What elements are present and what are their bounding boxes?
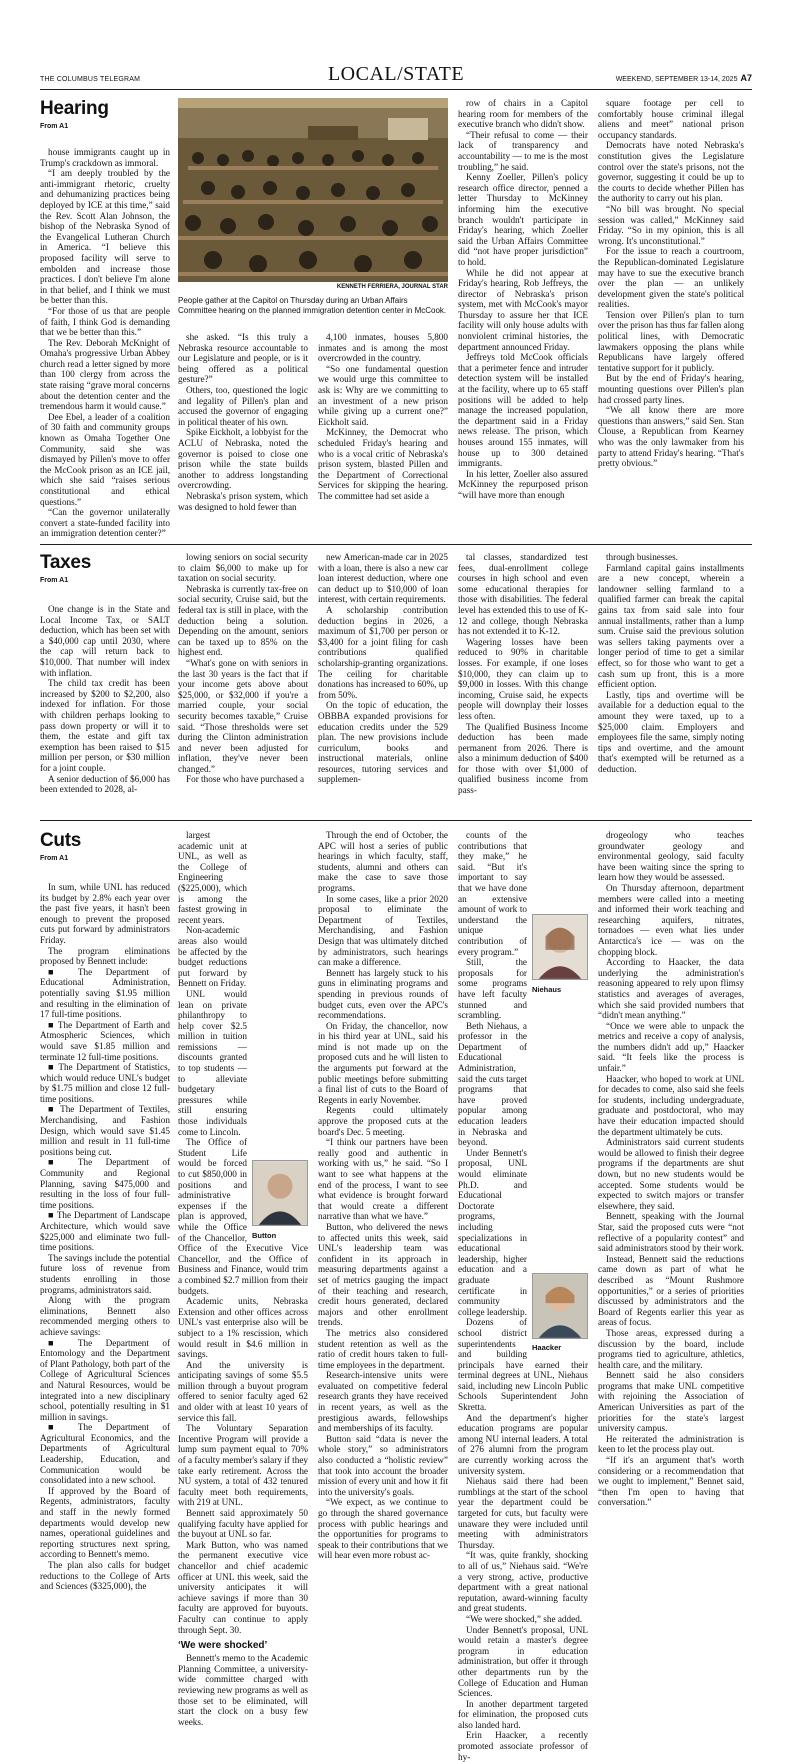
paragraph: The Voluntary Separation Incentive Program will provide a lump sum payment equal to 70% of a faculty member's salary if they take early retirement. Across the NU system, a total of 432 tenured faculty meet both requirements, with 219 at UNL. (178, 1423, 308, 1508)
paragraph: ■ The Department of Textiles, Merchandising, and Fashion Design, which would save $1.45 million and result in 11 full-time positions being cut. (40, 1104, 170, 1157)
paragraph: Beth Niehaus, a professor in the Department of Educational Administration, said the cuts target programs that have proved popular among education leaders in Nebraska and beyond. (458, 1020, 527, 1148)
paragraph: ■ The Department of Statistics, which would reduce UNL's budget by $1.75 million and close 12 full-time positions. (40, 1062, 170, 1104)
paragraph: Niehaus said there had been rumblings at the start of the school year the department could be targeted for cuts, but faculty were unaware they were included until meeting with administrators Thursday. (458, 1476, 588, 1550)
paragraph: largest academic unit at UNL, as well as the College of Engineering ($225,000), which is among the fastest growing in recent years. (178, 830, 247, 925)
paragraph: The child tax credit has been increased by $200 to $2,200, also indexed for inflation. For those with children perhaps looking to pass down property or will it to them, the estate and gift tax exemption has been raised to $15 million per person, or $30 million for a joint couple. (40, 678, 170, 773)
paragraph: Dozens of school district superintendents and building principals have earned their terminal degrees at UNL, Niehaus said, including new Lincoln Public Schools Superintendent John Skretta. (458, 1317, 588, 1413)
paragraph: lowing seniors on social security to claim $6,000 to make up for taxation on social security. (178, 552, 308, 584)
taxes-column-4 (458, 552, 588, 814)
niehaus-portrait (532, 914, 588, 980)
paragraph: Regents could ultimately approve the proposed cuts at the board's Dec. 5 meeting. (318, 1105, 448, 1137)
paragraph: Nebraska's prison system, which was designed to hold fewer than (178, 490, 308, 512)
paragraph: The Rev. Deborah McKnight of Omaha's progressive Urban Abbey church read a letter signed by more than 100 clergy from across the state raising “grave moral concerns about the detention center and the tremendous harm it would cause.” (40, 337, 170, 412)
paragraph: “For those of us that are people of faith, I think God is demanding that we be better than this.” (40, 305, 170, 338)
paragraph: McKinney, the Democrat who scheduled Friday's hearing and who is a vocal critic of Nebraska's prison system, blasted Pillen and the Department of Correctional Services for skipping the hearing. The committee had set aside a (318, 427, 448, 501)
paragraph: A scholarship contribution deduction begins in 2026, a maximum of $1,700 per person or $3,400 for a joint filing for cash contributions qualified scholarship-granting organizations. The ceiling for charitable donations has increased to 60%, up from 50%. (318, 604, 448, 700)
paragraph: UNL would lean on private philanthropy to help cover $2.5 million in tuition remissions — discounts granted to top students — to alleviate budgetary pressures while still ensuring those individuals come to Lincoln. (178, 988, 247, 1137)
paragraph: And the department's higher education programs are popular among NU internal leaders. A total of 276 alumni from the program are currently working across the university system. (458, 1412, 588, 1476)
paragraph: “It was, quite frankly, shocking to all of us,” Niehaus said. “We're a very strong, active, productive department with a great national reputation, award-winning faculty and great students. (458, 1550, 588, 1614)
paragraph: In sum, while UNL has reduced its budget by 2.8% each year over the past five years, it hasn't been enough to prevent the proposed cuts put forward by administrators Friday. (40, 882, 170, 945)
paragraph: ■ The Department of Landscape Architecture, which would save $225,000 and eliminate two full-time positions. (40, 1210, 170, 1253)
paragraph: Button, who delivered the news to affected units this week, said UNL's leadership team was confident in its approach in measuring departments against a set of metrics gauging the impact of their teaching and research, credit hours generated, declared majors and other enrollment trends. (318, 1221, 448, 1328)
paragraph: Lastly, tips and overtime will be available for a deduction equal to the amount they were taxed, up to a $25,000 claim. Employers and employees file the same, simply noting tips and overtime, and the amount that's exempted will be returned as a deduction. (598, 689, 744, 774)
paragraph: Farmland capital gains installments are a new concept, wherein a landowner selling farmland to a qualified farmer can break the capital gains tax from said sale into four annual installments, rather than a lump sum. Cruise said the previous solution was sellers taking payments over a longer period of time to get a similar effect, so for those who want to get a cash sum up front, this is a more efficient option. (598, 562, 744, 690)
paragraph: Research-intensive units were evaluated on competitive federal research grants they have received in recent years, as well as the prestigious awards, fellowships and memberships of its faculty. (318, 1370, 448, 1434)
section-divider (40, 820, 752, 821)
hearing-column-5 (598, 98, 744, 538)
paragraph: through businesses. (606, 552, 678, 562)
cuts-column-5 (598, 830, 744, 1600)
paragraph: “If it's an argument that's worth considering or a recommendation that we ought to implement,” Bennet said, “then I'm open to having that conversation.” (598, 1455, 744, 1508)
paragraph: “What's gone on with seniors in the last 30 years is the fact that if your income gets above about $25,000, or $32,000 if you're a married couple, your social security becomes taxable,” Cruise said. “Those thresholds were set during the Clinton administration and never been adjusted for inflation, they've never been changed.” (178, 657, 308, 774)
page-header (40, 60, 752, 90)
paragraph: Under Bennett's proposal, UNL would eliminate Ph.D. and Educational Doctorate programs, including specializations in educational leadership, higher education and a graduate certificate in community college leadership. (458, 1147, 527, 1317)
paragraph: tal classes, standardized test fees, dual-enrollment college courses in high school and even some educational therapies for those with disabilities. The federal level has extended this to use of K-12 and college, though Nebraska has not extended it to K-12. (458, 552, 588, 637)
page-number: A7 (740, 73, 752, 83)
paragraph: For the issue to reach a courtroom, the Republican-dominated Legislature may have to sue the executive branch over the plan — an unlikely development given the state's political realities. (598, 246, 744, 310)
paragraph: ■ The Department of Earth and Atmospheric Sciences, which would save $1.85 million and terminate 12 full-time positions. (40, 1019, 170, 1062)
paragraph: house immigrants caught up in Trump's crackdown as immoral. (40, 147, 170, 168)
paragraph: According to Haacker, the data underlying the administration's reasoning appeared to rely upon flimsy statistics and averages of averages, which she said provided numbers that “didn't mean anything.” (598, 957, 744, 1021)
paragraph: Tension over Pillen's plan to turn over the prison has thus far fallen along political lines, with Democratic lawmakers opposing the plans while Republicans have largely offered tentative support for it publicly. (598, 309, 744, 373)
haacker-name: Haacker (532, 1343, 562, 1353)
issue-date (616, 73, 752, 83)
hearing-crowd-image (178, 98, 448, 282)
paragraph: The plan also calls for budget reductions to the College of Arts and Sciences ($325,000), the (40, 1560, 170, 1592)
button-portrait (252, 1160, 308, 1226)
paragraph: “Once we were able to unpack the metrics and receive a copy of analysis, the numbers didn't add up,” Haacker said. “It feels like the process is unfair.” (598, 1020, 744, 1074)
paragraph: One change is in the State and Local Income Tax, or SALT deduction, which has been set with a $40,000 cap until 2030, where the cap will return back to $10,000. That number will index with inflation. (40, 604, 170, 678)
hearing-photo-caption: People gather at the Capitol on Thursday during an Urban Affairs Committee hearing on the planned immigration detention center in McCook. (178, 296, 447, 315)
cuts-subhead: ‘We were shocked’ (178, 1640, 268, 1652)
paragraph: square footage per cell to comfortably house criminal illegal aliens and meet” national prison occupancy standards. (598, 98, 744, 140)
hearing-jump-line: From A1 (40, 123, 69, 130)
paragraph: Dee Ebel, a leader of a coalition of 30 faith and community groups known as Omaha Together One Community, said she was dismayed by Pillen's move to offer the McCook prison as an ICE jail, which she said “raises serious constitutional and ethical questions.” (40, 411, 170, 507)
paragraph: row of chairs in a Capitol hearing room for members of the executive branch who didn't show. (458, 98, 588, 130)
paragraph: Non-academic areas also would be affected by the budget reductions put forward by Bennett on Friday. (178, 925, 247, 989)
paragraph: Haacker, who hoped to work at UNL for decades to come, also said she feels for students, including undergraduate, graduate and postdoctoral, who may have their education impacted should the department ultimately be cuts. (598, 1073, 744, 1137)
cuts-headline: Cuts (40, 830, 82, 851)
cuts-column-2 (178, 830, 308, 1727)
section-divider (40, 544, 752, 545)
taxes-headline: Taxes (40, 552, 91, 573)
paragraph: “We expect, as we continue to go through the shared governance process with public hearings and the opportunities for programs to speak to their contributions that we will hear even more robust ac- (318, 1497, 448, 1561)
hearing-photo (178, 98, 448, 282)
paragraph: The metrics also considered student retention as well as the ratio of credit hours taken to full-time employees in the department. (318, 1327, 448, 1370)
paragraph: Nebraska is currently tax-free on social security, Cruise said, but the federal tax is still in place, with the deduction being a solution. Depending on the amount, seniors can be taxed up to 85% on the highest end. (178, 583, 308, 658)
paragraph: A senior deduction of $6,000 has been extended to 2028, al- (40, 773, 170, 795)
paragraph: Mark Button, who was named the permanent executive vice chancellor and chief academic officer at UNL this week, said the university anticipates it will achieve savings if more than 30 faculty are approved for buyouts. Faculty can continue to apply through Sept. 30. (178, 1539, 308, 1635)
cuts-column-4 (458, 830, 588, 1762)
paragraph: The program eliminations proposed by Bennett include: (40, 945, 170, 967)
hearing-column-4 (458, 98, 588, 538)
paragraph: “I am deeply troubled by the anti-immigrant rhetoric, cruelty and dehumanizing practices being deployed by ICE at this time,” said the Rev. Scott Alan Johnson, the bishop of the Nebraska Synod of the Evangelical Lutheran Church in America. “I believe this proposed facility will serve to embolden and increase those practices. I don't believe I'm alone in that belief, and I think we must be better than this. (40, 168, 170, 306)
newspaper-name: THE COLUMBUS TELEGRAM (40, 76, 141, 83)
button-mugshot (252, 1160, 308, 1240)
paragraph: “Their refusal to come — their lack of transparency and accountability — to me is the most troubling,” he said. (458, 129, 588, 172)
paragraph: Bennett said approximately 50 qualifying faculty have applied for the buyout at UNL so far. (178, 1508, 308, 1540)
paragraph: Academic units, Nebraska Extension and other offices across UNL's vast enterprise also will be subject to a 1% rescission, which would result in $4.6 million in savings. (178, 1296, 308, 1360)
paragraph: “No bill was brought. No special session was called,” McKinney said Friday. “So in my opinion, this is all wrong. It's unconstitutional.” (598, 203, 744, 246)
paragraph: Bennett said he also considers programs that make UNL competitive with rejoining the Association of American Universities as part of the priorities for the state's largest university campus. (598, 1370, 744, 1434)
niehaus-name: Niehaus (532, 984, 562, 994)
paragraph: Bennett's memo to the Academic Planning Committee, a university-wide committee charged with reviewing new programs as well as those set to be eliminated, will start the clock on a busy few weeks. (178, 1653, 308, 1727)
paragraph: “Can the governor unilaterally convert a state-funded facility into an immigration detention center?” (40, 507, 170, 539)
paragraph: If approved by the Board of Regents, administrators, faculty and staff in the newly formed departments would develop new names, operational guidelines and reporting structures next spring, according to Bennett's memo. (40, 1485, 170, 1560)
paragraph: drogeology who teaches groundwater geology and environmental geology, said faculty have been waiting since the spring to learn how they would be assessed. (598, 830, 744, 883)
paragraph: Still, the proposals for some programs have left faculty stunned and scrambling. (458, 957, 527, 1021)
paragraph: The savings include the potential future loss of revenue from students enrolling in those programs, administrators said. (40, 1252, 170, 1295)
hearing-photo-credit: KENNETH FERRIERA, JOURNAL STAR (336, 284, 448, 290)
paragraph: While he did not appear at Friday's hearing, Rob Jeffreys, the director of Nebraska's prison system, met with McCook's mayor Thursday to assure her that ICE facility will only house adults with nonviolent criminal histories, the department announced Friday. (458, 267, 588, 352)
niehaus-mugshot (532, 914, 588, 994)
paragraph: “I think our partners have been really good and authentic in working with us,” he said. “So I want to see what happens at the end of the process, I want to see what evidence is brought forward that would create a different narrative than what we have.” (318, 1137, 448, 1222)
paragraph: In his letter, Zoeller also assured McKinney the repurposed prison “will have more than enough (458, 468, 588, 500)
section-title: LOCAL/STATE (327, 63, 465, 85)
paragraph: “So one fundamental question we would urge this committee to ask is: Why are we committing to an investment of a new prison while giving up a current one?” Eickholt said. (318, 363, 448, 427)
cuts-column-3 (318, 830, 448, 1600)
paragraph: In another department targeted for elimination, the proposed cuts also landed hard. (458, 1698, 588, 1730)
paragraph: Through the end of October, the APC will host a series of public hearings in which faculty, staff, students, alumni and others can make the case to save those programs. (318, 830, 448, 893)
paragraph: But by the end of Friday's hearing, mounting questions over Pillen's plan had crossed party lines. (598, 373, 744, 405)
paragraph: “We were shocked,” she added. (466, 1613, 583, 1624)
hearing-column-3 (318, 332, 448, 538)
taxes-column-3 (318, 552, 448, 814)
paragraph: Jeffreys told McCook officials that a perimeter fence and intruder detection system will be installed at the facility, where up to 65 staff positions will be added to help manage the increased population, the department said in a Friday news release. The prison, which houses around 155 inmates, will house up to 300 detained immigrants. (458, 352, 588, 469)
paragraph: ■ The Department of Entomology and the Department of Plant Pathology, both part of the College of Agricultural Sciences and Natural Resources, would be integrated into a new disciplinary school, potentially resulting in $1 million in savings. (40, 1337, 170, 1422)
taxes-jump-line: From A1 (40, 577, 69, 584)
paragraph: Administrators said current students would be allowed to finish their degree programs if the departments are shut down, but no new students would be accepted. Some students would be expected to switch majors or transfer elsewhere, they said. (598, 1137, 744, 1211)
paragraph: On the topic of education, the OBBBA expanded provisions for education credits under the 529 plan. The new provisions include curriculum, books and instructional materials, online resources, tutoring services and supplemen- (318, 700, 448, 785)
taxes-column-2 (178, 552, 308, 814)
paragraph: Wagering losses have been reduced to 90% in charitable losses. For example, if one loses $10,000, they can claim up to $9,000 in losses. With this change incoming, Cruise said, he expects people will downplay their losses less often. (458, 636, 588, 721)
paragraph: ■ The Department of Educational Administration, potentially saving $1.95 million and resulting in the elimination of 17 full-time positions. (40, 966, 170, 1020)
paragraph: 4,100 inmates, houses 5,800 inmates and is among the most overcrowded in the country. (318, 332, 448, 364)
paragraph: Along with the program eliminations, Bennett also recommended merging others to achieve savings: (40, 1295, 170, 1337)
haacker-mugshot (532, 1273, 588, 1353)
paragraph: she asked. “Is this truly a Nebraska resource accountable to our Legislature and people, or is it being offered as a political gesture?” (178, 332, 308, 385)
paragraph: The Office of Student Life would be forced to cut $850,000 in positions and administrative expenses if the plan is approved, while the Office of the Chancellor, Office of the Executive Vice Chancellor, and the Office of Business and Finance, would trim a combined $2.7 million from their budgets. (178, 1137, 308, 1296)
paragraph: ■ The Department of Agricultural Economics, and the Departments of Agricultural Leadership, Education, and Communication would be consolidated into a new school. (40, 1422, 170, 1486)
cuts-column-1 (40, 882, 170, 1600)
taxes-column-1 (40, 604, 170, 814)
paragraph: For those who have purchased a (186, 774, 305, 785)
hearing-column-2 (178, 332, 308, 538)
paragraph: On Friday, the chancellor, now in his third year at UNL, said his mind is not made up on the proposed cuts and he will listen to the arguments put forward at the public meetings before submitting a final list of cuts to the Board of Regents in early November. (318, 1020, 448, 1105)
paragraph: Button said “data is never the whole story,” so administrators also conducted a “holistic review” that took into account the broader mission of every unit and how it fit into the university's goals. (318, 1433, 448, 1497)
paragraph: Kenny Zoeller, Pillen's policy research office director, penned a letter Thursday to McKinney informing him the executive branch wouldn't participate in Friday's hearing, which Zoeller said the Urban Affairs Committee did “not have proper jurisdiction” to hold. (458, 172, 588, 267)
paragraph: Bennett, speaking with the Journal Star, said the proposed cuts were “not reflective of a popularity contest” and said administrators stood by their work. (598, 1211, 744, 1254)
paragraph: And the university is anticipating savings of some $5.5 million through a buyout program offered to senior faculty aged 62 and older with at least 10 years of service this fall. (178, 1359, 308, 1423)
paragraph: Under Bennett's proposal, UNL would retain a master's degree program in education administration, but offer it through other departments run by the College of Education and Human Sciences. (458, 1624, 588, 1699)
hearing-column-1 (40, 147, 170, 538)
date-text: WEEKEND, SEPTEMBER 13-14, 2025 (615, 76, 738, 83)
paragraph: He reiterated the administration is keen to let the process play out. (598, 1433, 744, 1455)
paragraph: Instead, Bennett said the reductions came down as part of what he described as “Mount Rushmore opportunities,” or a series of priorities discussed by administrators and the Board of Regents earlier this year as areas of focus. (598, 1253, 744, 1328)
paragraph: In some cases, like a prior 2020 proposal to eliminate the Department of Textiles, Merchandising, and Fashion Design that was ultimately ditched by administrators, such hearings can make a difference. (318, 893, 448, 968)
paragraph: Those areas, expressed during a discussion by the board, include programs tied to agriculture, athletics, health care, and the military. (598, 1327, 744, 1370)
hearing-headline: Hearing (40, 98, 109, 119)
paragraph: Spike Eickholt, a lobbyist for the ACLU of Nebraska, noted the governor is poised to close one prison while the state builds another to address longstanding overcrowding. (178, 427, 308, 491)
paragraph: “We all know there are more questions than answers,” said Sen. Stan Clouse, a Republican from Kearney who was the only lawmaker from his party to attend Friday's hearing. “That's pretty obvious.” (598, 405, 744, 469)
cuts-jump-line: From A1 (40, 855, 69, 862)
paragraph: Bennett has largely stuck to his guns in eliminating programs and spending in previous rounds of budget cuts, even over the APC's recommendations. (318, 967, 448, 1021)
paragraph: On Thursday afternoon, department members were called into a meeting and informed their work teaching and researching aquifers, nitrates, tornadoes — even what lies under Antarctica's ice — was on the chopping block. (598, 882, 744, 957)
haacker-portrait (532, 1273, 588, 1339)
paragraph: new American-made car in 2025 with a loan, there is also a new car loan interest deduction, where one can deduct up to $10,000 of loan interest, with certain requirements. (318, 552, 448, 605)
paragraph: counts of the contributions that they make,” he said. “But it's important to say that we have done an extensive amount of work to understand the unique contribution of every program.” (458, 830, 527, 957)
paragraph: Democrats have noted Nebraska's constitution gives the Legislature control over the state's prisons, not the governor, suggesting it could be up to the courts to decide whether Pillen has the authority to carry out his plan. (598, 140, 744, 204)
cuts-column-2-text-b (178, 1653, 308, 1727)
paragraph: The Qualified Business Income deduction has been made permanent from 2026. There is also a minimum deduction of $400 for those with over $1,000 of qualified business income from pass- (458, 721, 588, 796)
button-name: Button (252, 1230, 277, 1240)
paragraph: Erin Haacker, a recently promoted associate professor of hy- (458, 1730, 588, 1762)
taxes-column-5 (598, 552, 744, 814)
paragraph: Others, too, questioned the logic and legality of Pillen's plan and accused the governor of engaging in political theater of his own. (178, 384, 308, 427)
paragraph: ■ The Department of Community and Regional Planning, saving $475,000 and resulting in the loss of four full-time positions. (40, 1157, 170, 1210)
